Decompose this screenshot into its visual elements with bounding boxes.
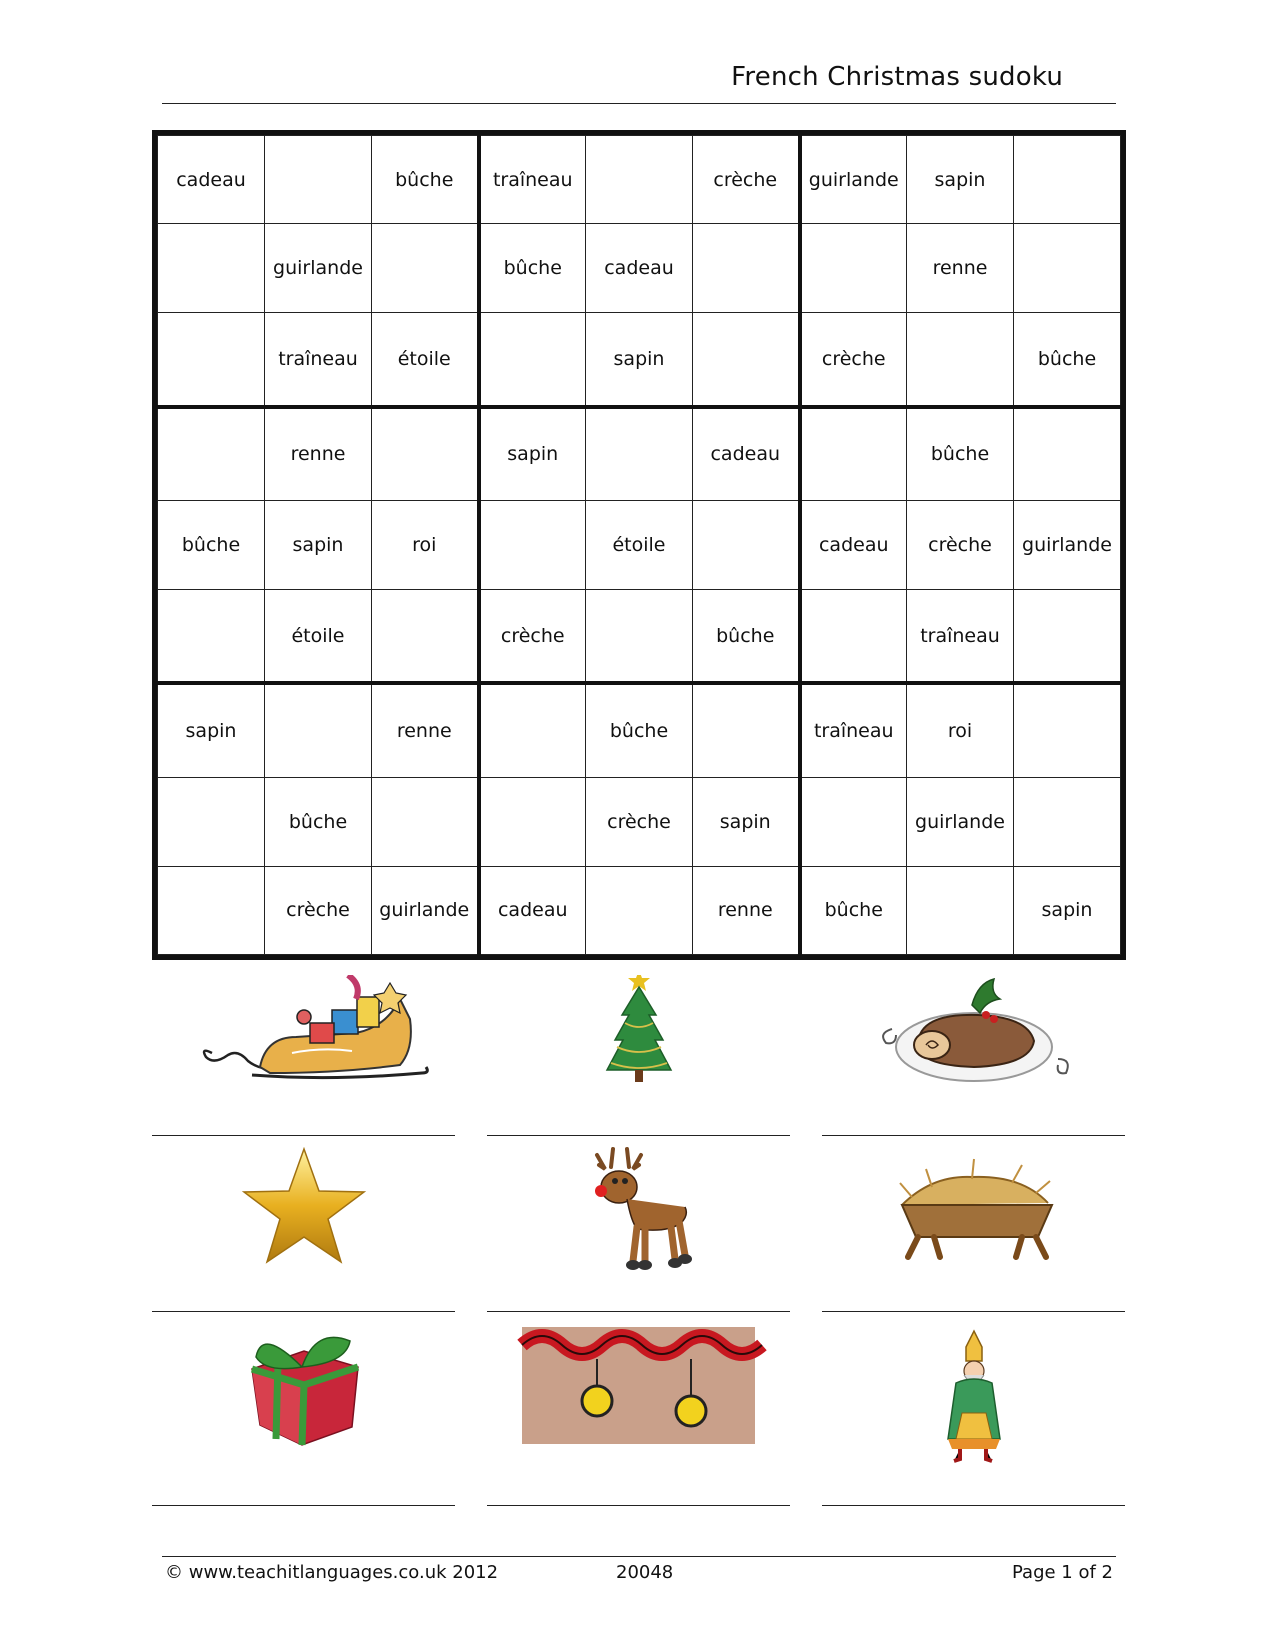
sudoku-cell[interactable] xyxy=(800,589,907,683)
sudoku-cell: cadeau xyxy=(479,866,586,955)
picture-cell-king xyxy=(822,1327,1125,1507)
reindeer-icon xyxy=(487,1147,790,1297)
footer-page-number: Page 1 of 2 xyxy=(1012,1562,1113,1583)
answer-line-9[interactable] xyxy=(822,1505,1125,1506)
sudoku-cell: bûche xyxy=(372,136,479,224)
sudoku-grid xyxy=(152,130,1126,960)
sudoku-cell[interactable] xyxy=(586,407,693,501)
sudoku-row xyxy=(158,683,1121,777)
sudoku-cell: crèche xyxy=(800,312,907,406)
sudoku-row xyxy=(158,589,1121,683)
sudoku-cell[interactable] xyxy=(1014,136,1121,224)
manger-icon xyxy=(822,1147,1125,1297)
sudoku-cell: traîneau xyxy=(265,312,372,406)
sudoku-cell[interactable] xyxy=(586,589,693,683)
sudoku-cell: étoile xyxy=(586,501,693,589)
garland-icon xyxy=(487,1327,790,1497)
sudoku-cell: crèche xyxy=(479,589,586,683)
sudoku-cell[interactable] xyxy=(265,683,372,777)
sudoku-cell: sapin xyxy=(479,407,586,501)
footer-divider xyxy=(162,1556,1116,1557)
sudoku-cell[interactable] xyxy=(1014,407,1121,501)
sudoku-cell[interactable] xyxy=(158,312,265,406)
answer-line-5[interactable] xyxy=(487,1311,790,1312)
sudoku-cell[interactable] xyxy=(693,312,800,406)
sudoku-row xyxy=(158,407,1121,501)
sudoku-cell[interactable] xyxy=(479,312,586,406)
sudoku-cell[interactable] xyxy=(800,407,907,501)
sudoku-cell[interactable] xyxy=(586,866,693,955)
sudoku-cell: guirlande xyxy=(907,778,1014,866)
sudoku-cell[interactable] xyxy=(479,778,586,866)
sudoku-cell: bûche xyxy=(265,778,372,866)
sudoku-cell: sapin xyxy=(265,501,372,589)
picture-cell-tree xyxy=(487,975,790,1135)
sudoku-cell: traîneau xyxy=(800,683,907,777)
sudoku-row xyxy=(158,866,1121,955)
answer-line-2[interactable] xyxy=(487,1135,790,1136)
sudoku-cell[interactable] xyxy=(158,866,265,955)
sudoku-cell[interactable] xyxy=(907,312,1014,406)
king-icon xyxy=(822,1327,1125,1497)
sudoku-cell[interactable] xyxy=(1014,778,1121,866)
sudoku-cell: guirlande xyxy=(1014,501,1121,589)
sudoku-cell: étoile xyxy=(265,589,372,683)
sudoku-cell: traîneau xyxy=(479,136,586,224)
page-title: French Christmas sudoku xyxy=(731,62,1063,92)
sudoku-cell[interactable] xyxy=(372,778,479,866)
sudoku-cell[interactable] xyxy=(372,224,479,312)
footer-code: 20048 xyxy=(616,1562,674,1583)
star-icon xyxy=(152,1147,455,1297)
sudoku-cell: bûche xyxy=(800,866,907,955)
sudoku-cell[interactable] xyxy=(479,683,586,777)
sudoku-cell: sapin xyxy=(1014,866,1121,955)
picture-cell-reindeer xyxy=(487,1147,790,1307)
sudoku-cell: sapin xyxy=(158,683,265,777)
picture-cell-gift xyxy=(152,1327,455,1507)
picture-cell-yule-log xyxy=(822,975,1125,1135)
sudoku-cell: renne xyxy=(372,683,479,777)
title-divider xyxy=(162,103,1116,104)
picture-cell-manger xyxy=(822,1147,1125,1307)
sudoku-cell[interactable] xyxy=(693,224,800,312)
sudoku-cell: roi xyxy=(372,501,479,589)
sudoku-cell: cadeau xyxy=(158,136,265,224)
picture-grid xyxy=(152,975,1126,1545)
answer-line-4[interactable] xyxy=(152,1311,455,1312)
sudoku-cell[interactable] xyxy=(158,589,265,683)
sudoku-cell: bûche xyxy=(586,683,693,777)
sudoku-row xyxy=(158,501,1121,589)
picture-cell-star xyxy=(152,1147,455,1307)
sudoku-cell[interactable] xyxy=(158,778,265,866)
sudoku-cell[interactable] xyxy=(372,589,479,683)
sudoku-cell: bûche xyxy=(1014,312,1121,406)
sudoku-cell: bûche xyxy=(693,589,800,683)
sudoku-cell[interactable] xyxy=(1014,224,1121,312)
sudoku-cell[interactable] xyxy=(693,683,800,777)
sudoku-cell[interactable] xyxy=(800,778,907,866)
sudoku-row xyxy=(158,136,1121,224)
sudoku-cell[interactable] xyxy=(158,224,265,312)
sudoku-cell: guirlande xyxy=(265,224,372,312)
answer-line-8[interactable] xyxy=(487,1505,790,1506)
sudoku-cell[interactable] xyxy=(1014,683,1121,777)
footer-copyright: © www.teachitlanguages.co.uk 2012 xyxy=(165,1562,499,1583)
picture-cell-sleigh xyxy=(152,975,455,1135)
sudoku-cell: bûche xyxy=(158,501,265,589)
sudoku-row xyxy=(158,312,1121,406)
sudoku-cell: traîneau xyxy=(907,589,1014,683)
sudoku-cell: sapin xyxy=(693,778,800,866)
sudoku-cell: guirlande xyxy=(372,866,479,955)
sudoku-cell: renne xyxy=(693,866,800,955)
sudoku-cell: sapin xyxy=(907,136,1014,224)
sudoku-cell[interactable] xyxy=(693,501,800,589)
sudoku-cell[interactable] xyxy=(586,136,693,224)
sudoku-cell: étoile xyxy=(372,312,479,406)
sudoku-cell[interactable] xyxy=(158,407,265,501)
sudoku-table xyxy=(157,135,1121,955)
sudoku-cell: cadeau xyxy=(693,407,800,501)
sudoku-row xyxy=(158,224,1121,312)
sudoku-cell: roi xyxy=(907,683,1014,777)
sudoku-cell: crèche xyxy=(693,136,800,224)
answer-line-7[interactable] xyxy=(152,1505,455,1506)
sudoku-cell[interactable] xyxy=(372,407,479,501)
sudoku-cell: guirlande xyxy=(800,136,907,224)
sudoku-cell: cadeau xyxy=(800,501,907,589)
answer-line-6[interactable] xyxy=(822,1311,1125,1312)
answer-line-3[interactable] xyxy=(822,1135,1125,1136)
sudoku-cell[interactable] xyxy=(1014,589,1121,683)
sudoku-row xyxy=(158,778,1121,866)
sudoku-cell: crèche xyxy=(265,866,372,955)
sudoku-cell: cadeau xyxy=(586,224,693,312)
sudoku-cell: crèche xyxy=(586,778,693,866)
sudoku-cell[interactable] xyxy=(479,501,586,589)
sudoku-cell: sapin xyxy=(586,312,693,406)
answer-line-1[interactable] xyxy=(152,1135,455,1136)
picture-cell-garland xyxy=(487,1327,790,1507)
sudoku-cell: renne xyxy=(265,407,372,501)
sudoku-cell[interactable] xyxy=(907,866,1014,955)
gift-icon xyxy=(152,1327,455,1497)
sleigh-icon xyxy=(152,975,455,1125)
sudoku-cell[interactable] xyxy=(265,136,372,224)
sudoku-cell: bûche xyxy=(907,407,1014,501)
yule-log-icon xyxy=(822,975,1125,1125)
sudoku-cell: renne xyxy=(907,224,1014,312)
sudoku-cell: bûche xyxy=(479,224,586,312)
christmas-tree-icon xyxy=(487,975,790,1125)
sudoku-cell[interactable] xyxy=(800,224,907,312)
sudoku-cell: crèche xyxy=(907,501,1014,589)
